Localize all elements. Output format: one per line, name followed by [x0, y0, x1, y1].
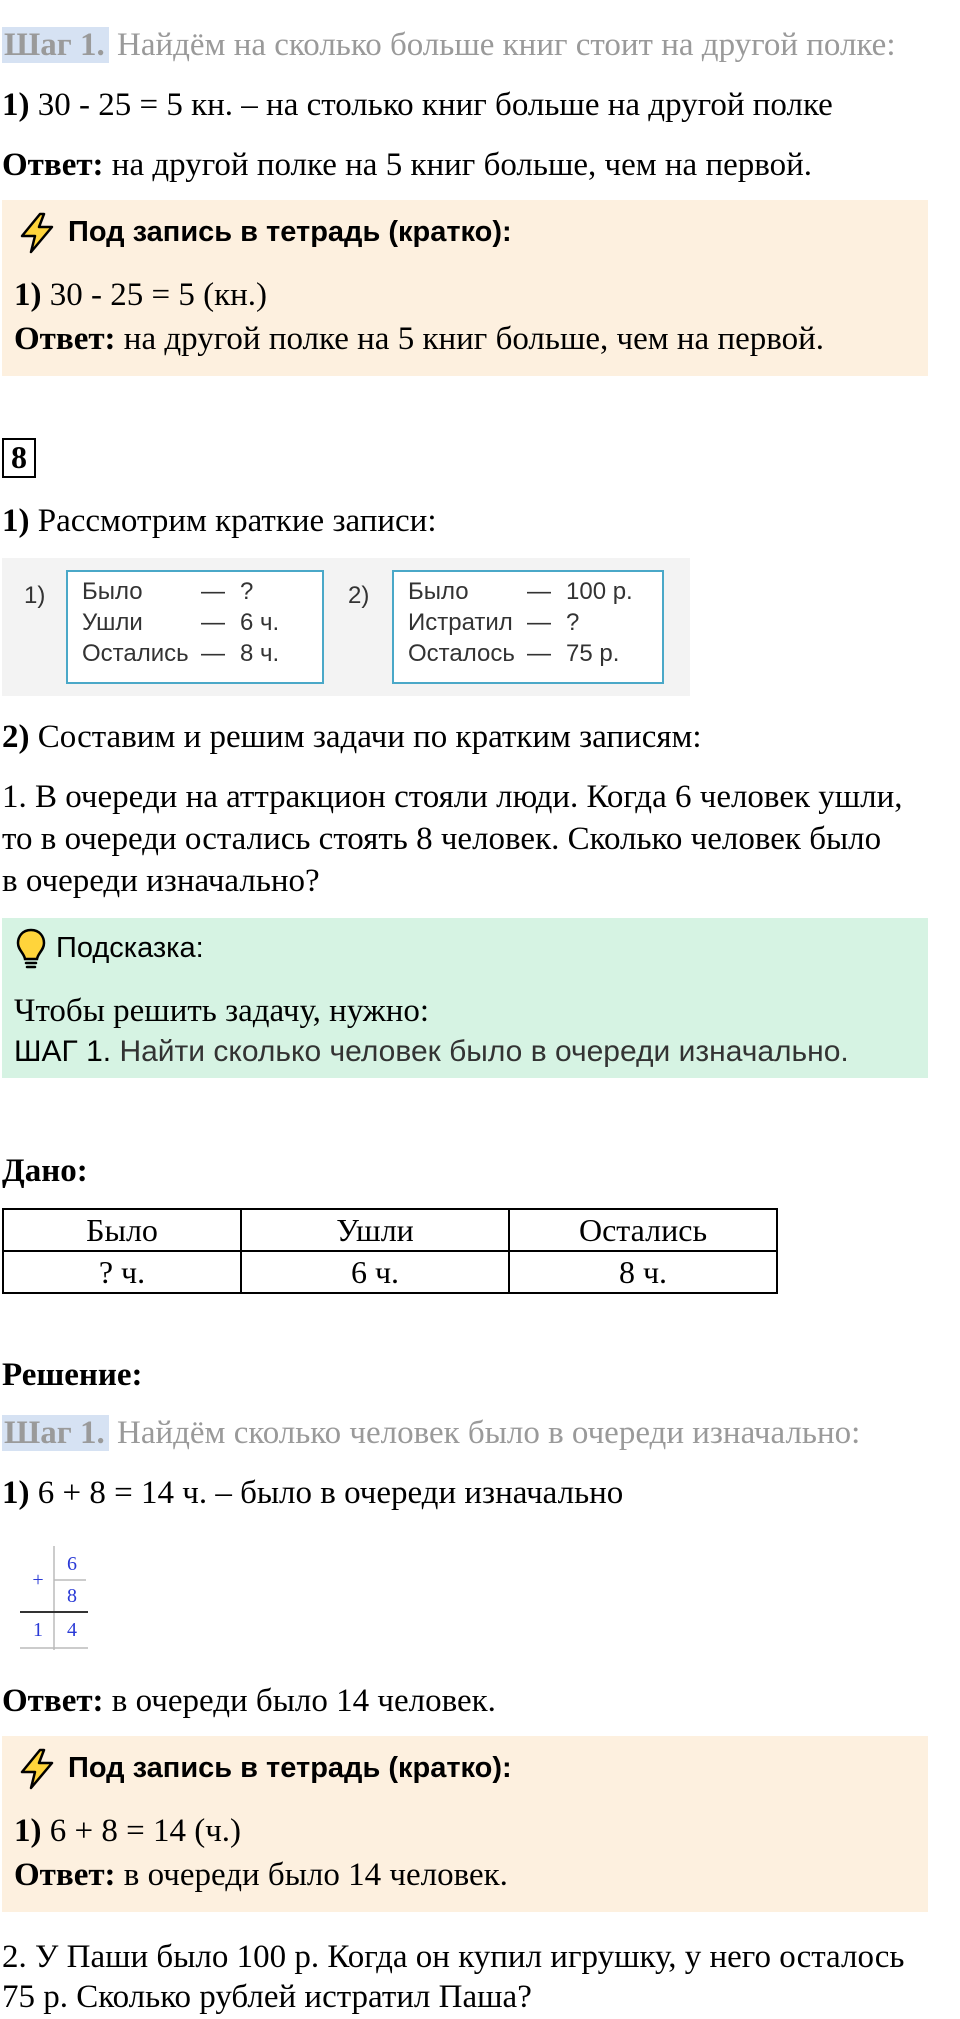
scheme-1-number: 1)	[24, 582, 46, 609]
problem1-line: то в очереди остались стоять 8 человек. Сколько человек было	[2, 821, 882, 857]
note-calc-line	[14, 1810, 241, 1853]
scheme-row	[408, 607, 662, 638]
scheme-row	[408, 576, 662, 607]
table-cell: 8 ч.	[509, 1251, 777, 1293]
note-answer-text: на другой полке на 5 книг больше, чем на первой.	[123, 321, 825, 357]
note-title-text: Под запись в тетрадь (кратко):	[68, 1752, 512, 1785]
scheme-row-value: ?	[566, 609, 580, 636]
scheme-row	[82, 638, 322, 669]
note-title-text: Под запись в тетрадь (кратко):	[68, 216, 512, 249]
part1-line	[2, 500, 437, 543]
note-answer-label: Ответ:	[14, 321, 116, 357]
scheme-row	[408, 638, 662, 669]
lightning-icon	[16, 1748, 58, 1790]
part2-line	[2, 716, 702, 759]
scheme-1-box	[66, 570, 324, 684]
scheme-row-value: ?	[240, 578, 254, 605]
notebook-note	[2, 1736, 928, 1912]
scheme-row	[82, 576, 322, 607]
scheme-row-label: Остались	[82, 640, 189, 667]
answer-line	[2, 1680, 496, 1723]
note-answer-line	[14, 1854, 508, 1897]
table-header-cell: Остались	[509, 1209, 777, 1251]
scheme-row-label: Было	[408, 578, 469, 605]
short-notes-image	[2, 558, 690, 696]
scheme-row-dash: —	[201, 578, 225, 605]
problem2-line: 2. У Паши было 100 р. Когда он купил игрушку, у него осталось	[2, 1939, 905, 1975]
part1-text: Рассмотрим краткие записи:	[37, 503, 437, 539]
scheme-row-value: 100 р.	[566, 578, 633, 605]
calc-text: 30 - 25 = 5 кн. – на столько книг больше на другой полке	[37, 87, 833, 123]
problem1-line: в очереди изначально?	[2, 863, 320, 899]
step-label: Шаг 1.	[2, 1415, 109, 1451]
given-label: Дано:	[2, 1153, 88, 1189]
table-header-cell: Ушли	[241, 1209, 509, 1251]
problem2-line: 75 р. Сколько рублей истратил Паша?	[2, 1979, 532, 2015]
note-answer-line	[14, 318, 824, 361]
note-calc-text: 30 - 25 = 5 (кн.)	[49, 277, 268, 313]
note-answer-label: Ответ:	[14, 1857, 116, 1893]
scheme-row-label: Ушли	[82, 609, 143, 636]
scheme-row-label: Было	[82, 578, 143, 605]
addend-1: 6	[67, 1553, 77, 1575]
scheme-row-value: 6 ч.	[240, 609, 280, 636]
solution-label: Решение:	[2, 1357, 143, 1393]
scheme-row-dash: —	[527, 578, 551, 605]
calc-text: 6 + 8 = 14 ч. – было в очереди изначально	[37, 1475, 624, 1511]
task-number: 8	[2, 438, 36, 478]
plus-sign: +	[32, 1569, 44, 1591]
scheme-row-label: Истратил	[408, 609, 513, 636]
scheme-row	[82, 607, 322, 638]
part1-number: 1)	[2, 503, 30, 539]
given-table	[2, 1208, 778, 1294]
note-title	[16, 212, 512, 254]
step-text: Найдём сколько человек было в очереди изначально:	[116, 1415, 861, 1451]
hint-title-text: Подсказка:	[56, 932, 204, 965]
solution-heading	[2, 1354, 143, 1397]
note-title	[16, 1748, 512, 1790]
scheme-row-dash: —	[201, 609, 225, 636]
calc-number: 1)	[2, 87, 30, 123]
scheme-2-number: 2)	[348, 582, 370, 609]
answer-text: в очереди было 14 человек.	[111, 1683, 496, 1719]
sum-digit: 1	[33, 1619, 43, 1641]
table-row	[3, 1251, 777, 1293]
answer-line	[2, 144, 812, 187]
part2-number: 2)	[2, 719, 30, 755]
note-calc-number: 1)	[14, 1813, 42, 1849]
table-cell: 6 ч.	[241, 1251, 509, 1293]
table-header-row	[3, 1209, 777, 1251]
note-calc-text: 6 + 8 = 14 (ч.)	[49, 1813, 242, 1849]
lightning-icon	[16, 212, 58, 254]
lightbulb-icon	[16, 928, 46, 970]
scheme-row-dash: —	[527, 640, 551, 667]
note-answer-text: в очереди было 14 человек.	[123, 1857, 508, 1893]
step-line	[2, 24, 895, 67]
given-heading	[2, 1150, 88, 1193]
hint-step-label: ШАГ 1.	[14, 1035, 112, 1068]
problem1-line: 1. В очереди на аттракцион стояли люди. Когда 6 человек ушли,	[2, 779, 903, 815]
table-header-cell: Было	[3, 1209, 241, 1251]
answer-text: на другой полке на 5 книг больше, чем на первой.	[111, 147, 813, 183]
scheme-row-dash: —	[201, 640, 225, 667]
notebook-note	[2, 200, 928, 376]
scheme-row-value: 75 р.	[566, 640, 620, 667]
note-calc-number: 1)	[14, 277, 42, 313]
scheme-2-box	[392, 570, 664, 684]
note-calc-line	[14, 274, 267, 317]
answer-label: Ответ:	[2, 1683, 104, 1719]
part2-text: Составим и решим задачи по кратким записям:	[37, 719, 702, 755]
calc-line	[2, 1472, 623, 1515]
addend-2: 8	[67, 1585, 77, 1607]
scheme-row-dash: —	[527, 609, 551, 636]
calc-number: 1)	[2, 1475, 30, 1511]
hint-step-line	[14, 1032, 849, 1071]
step-label: Шаг 1.	[2, 27, 109, 63]
answer-label: Ответ:	[2, 147, 104, 183]
step-text: Найдём на сколько больше книг стоит на другой полке:	[116, 27, 896, 63]
sum-digit: 4	[67, 1619, 77, 1641]
hint-text: Чтобы решить задачу, нужно:	[14, 993, 430, 1029]
scheme-row-label: Осталось	[408, 640, 515, 667]
hint-step-text: Найти сколько человек было в очереди изначально.	[119, 1035, 849, 1068]
scheme-row-value: 8 ч.	[240, 640, 280, 667]
hint-box	[2, 918, 928, 1078]
calc-line	[2, 84, 833, 127]
table-cell: ? ч.	[3, 1251, 241, 1293]
step-line	[2, 1412, 860, 1455]
hint-title	[16, 928, 204, 970]
